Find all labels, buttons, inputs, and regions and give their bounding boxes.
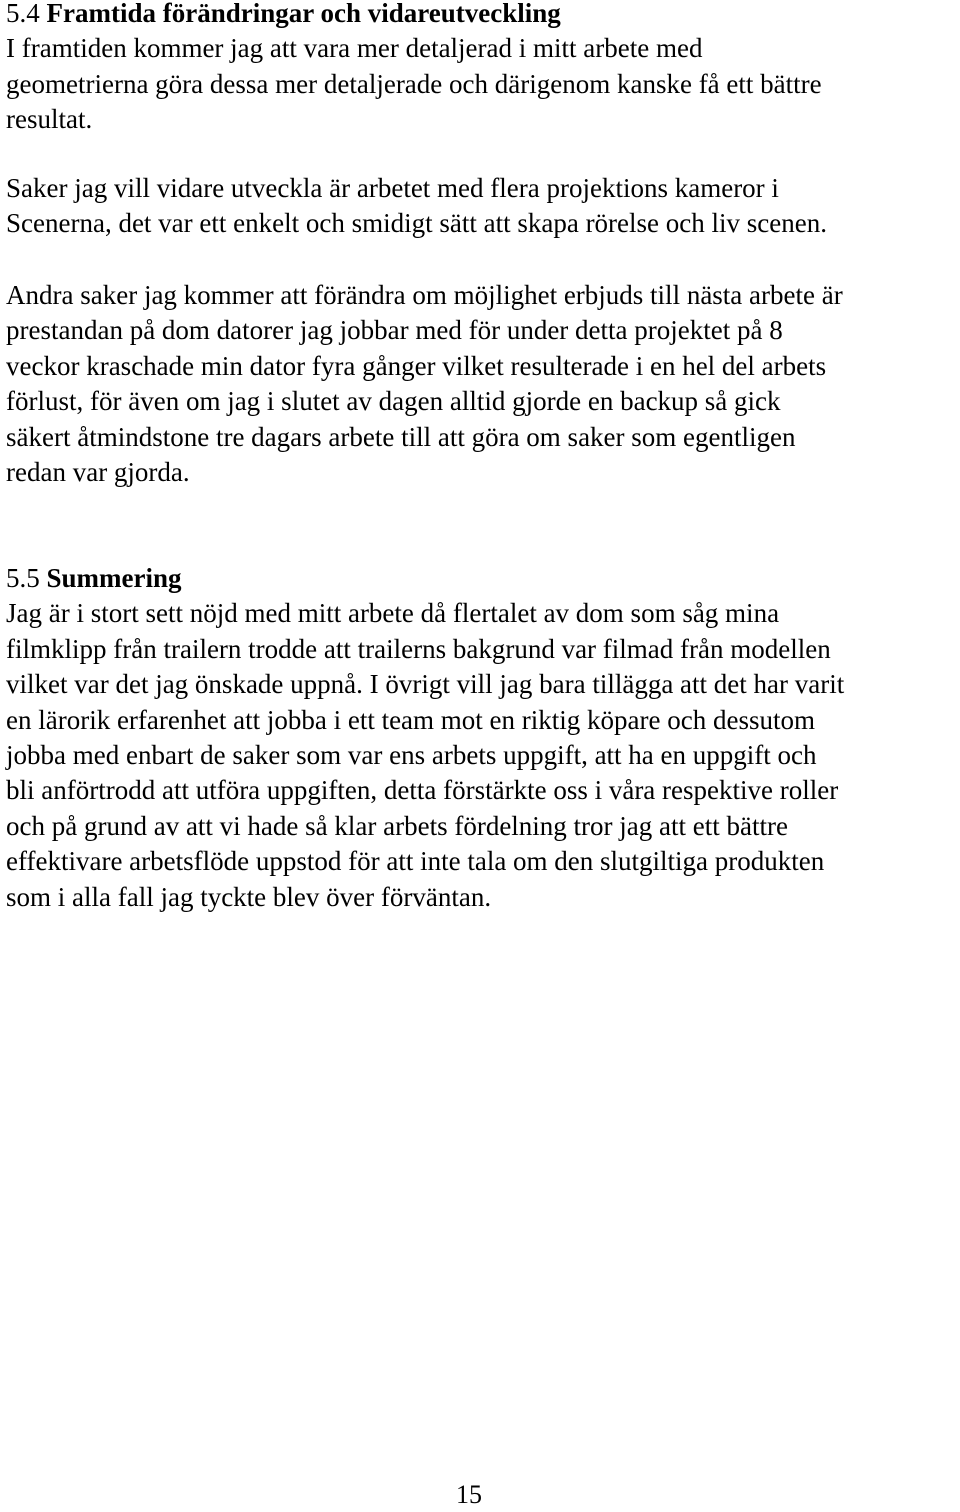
text-line: filmklipp från trailern trodde att trailerns bakgrund var filmad från modellen (6, 633, 831, 664)
section-title: Summering (46, 563, 182, 593)
text-line: resultat. (6, 104, 93, 135)
paragraph (6, 596, 958, 915)
text-line: bli anförtrodd att utföra uppgiften, detta förstärkte oss i våra respektive roller (6, 775, 839, 806)
text-line: vilket var det jag önskade uppnå. I övrigt vill jag bara tillägga att det har varit (6, 669, 845, 700)
section-heading (6, 0, 958, 31)
section-number: 5.5 (6, 563, 40, 593)
section-5-5 (6, 561, 958, 915)
section-5-4 (6, 0, 958, 138)
text-line: en lärorik erfarenhet att jobba i ett team mot en riktig köpare och dessutom (6, 704, 815, 735)
text-line: geometrierna göra dessa mer detaljerade och därigenom kanske få ett bättre (6, 68, 822, 99)
text-line: Scenerna, det var ett enkelt och smidigt sätt att skapa rörelse och liv scenen. (6, 208, 827, 239)
page-number: 15 (456, 1480, 482, 1509)
paragraph (6, 31, 958, 137)
text-line: Saker jag vill vidare utveckla är arbetet med flera projektions kameror i (6, 173, 779, 203)
text-line: veckor kraschade min dator fyra gånger vilket resulterade i en hel del arbets (6, 350, 827, 381)
text-line: och på grund av att vi hade så klar arbets fördelning tror jag att ett bättre (6, 810, 788, 841)
section-heading (6, 561, 958, 596)
text-line: säkert åtmindstone tre dagars arbete till att göra om saker som egentligen (6, 421, 796, 452)
section-title: Framtida förändringar och vidareutveckling (46, 0, 561, 28)
text-line: prestandan på dom datorer jag jobbar med för under detta projektet på 8 (6, 315, 783, 346)
text-line: I framtiden kommer jag att vara mer detaljerad i mitt arbete med (6, 33, 703, 64)
text-line: effektivare arbetsflöde uppstod för att inte tala om den slutgiltiga produkten (6, 846, 825, 877)
text-line: Jag är i stort sett nöjd med mitt arbete då flertalet av dom som såg mina (6, 598, 780, 629)
text-line: som i alla fall jag tyckte blev över förväntan. (6, 881, 492, 912)
text-line: redan var gjorda. (6, 457, 190, 488)
text-line: Andra saker jag kommer att förändra om möjlighet erbjuds till nästa arbete är (6, 280, 843, 310)
section-number: 5.4 (6, 0, 40, 28)
paragraph (6, 171, 958, 242)
paragraph (6, 278, 958, 490)
text-line: förlust, för även om jag i slutet av dagen alltid gjorde en backup så gick (6, 386, 781, 417)
text-line: jobba med enbart de saker som var ens arbets uppgift, att ha en uppgift och (6, 740, 817, 771)
